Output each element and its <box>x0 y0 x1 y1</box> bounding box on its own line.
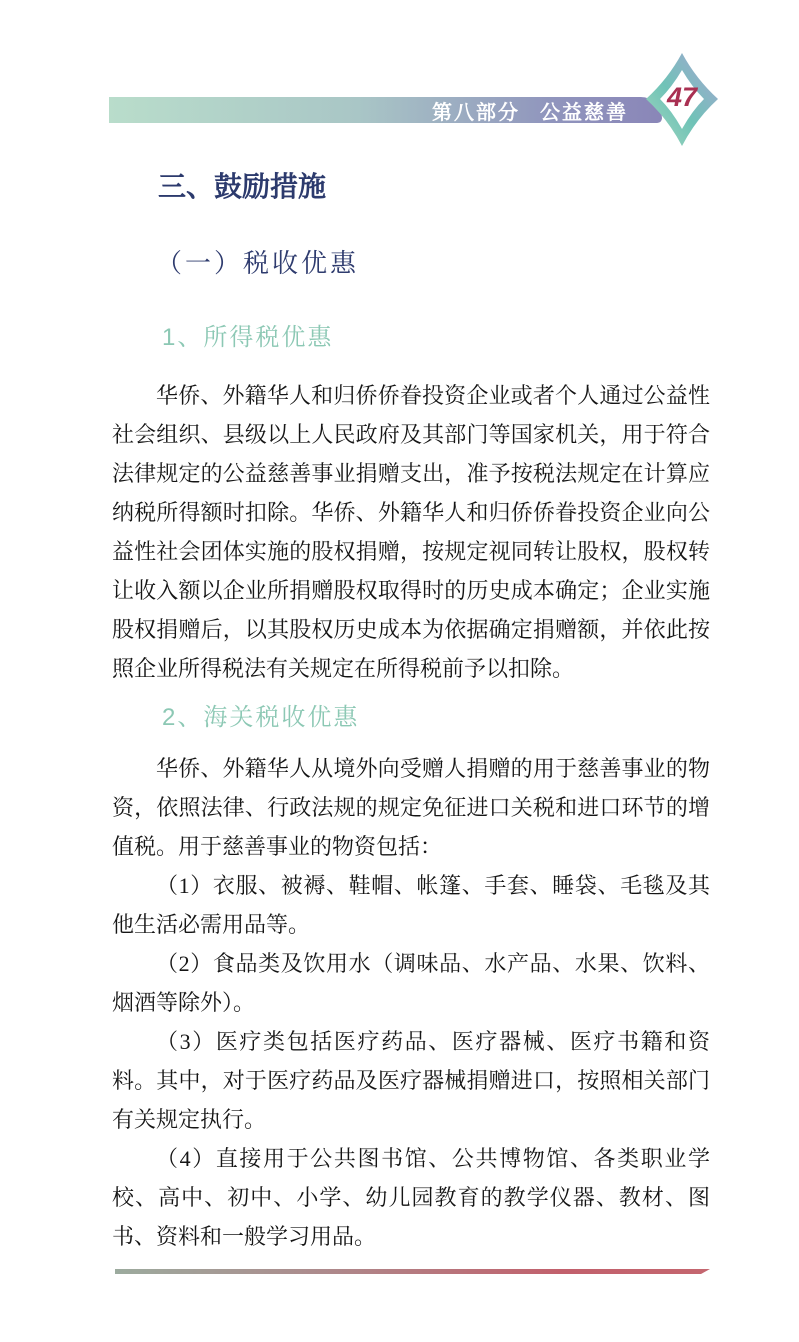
page-number: 47 <box>666 82 698 112</box>
heading-subsection: （一）税收优惠 <box>156 249 360 278</box>
list-item-4: （4）直接用于公共图书馆、公共博物馆、各类职业学校、高中、初中、小学、幼儿园教育的教学仪器、教材、图书、资料和一般学习用品。 <box>112 1146 710 1249</box>
paragraph-income-tax: 华侨、外籍华人和归侨侨眷投资企业或者个人通过公益性社会组织、县级以上人民政府及其部门等国家机关，用于符合法律规定的公益慈善事业捐赠支出，准予按税法规定在计算应纳税所得额时扣除。华侨、外籍华人和归侨侨眷投资企业向公益性社会团体实施的股权捐赠，按规定视同转让股权，股权转让收入额以企业所捐赠股权取得时的历史成本确定；企业实施股权捐赠后，以其股权历史成本为依据确定捐赠额，并依此按照企业所得税法有关规定在所得税前予以扣除。 <box>112 383 710 681</box>
heading-customs-tax: 2、海关税收优惠 <box>162 704 360 731</box>
list-item-3: （3）医疗类包括医疗药品、医疗器械、医疗书籍和资料。其中，对于医疗药品及医疗器械捐赠进口，按照相关部门有关规定执行。 <box>112 1029 710 1132</box>
section-label: 第八部分 <box>432 101 520 124</box>
paragraph-customs-intro: 华侨、外籍华人从境外向受赠人捐赠的用于慈善事业的物资，依照法律、行政法规的规定免征进口关税和进口环节的增值税。用于慈善事业的物资包括： <box>112 756 710 859</box>
footer-divider <box>115 1269 710 1274</box>
heading-section: 三、鼓励措施 <box>158 171 327 202</box>
page-number-badge <box>644 51 720 148</box>
section-title: 公益慈善 <box>540 101 628 124</box>
list-item-2: （2）食品类及饮用水（调味品、水产品、水果、饮料、烟酒等除外）。 <box>112 951 710 1015</box>
section-header-bar <box>109 97 662 123</box>
list-item-1: （1）衣服、被褥、鞋帽、帐篷、手套、睡袋、毛毯及其他生活必需用品等。 <box>112 873 710 937</box>
content-area <box>112 160 710 1256</box>
heading-income-tax: 1、所得税优惠 <box>162 324 334 351</box>
